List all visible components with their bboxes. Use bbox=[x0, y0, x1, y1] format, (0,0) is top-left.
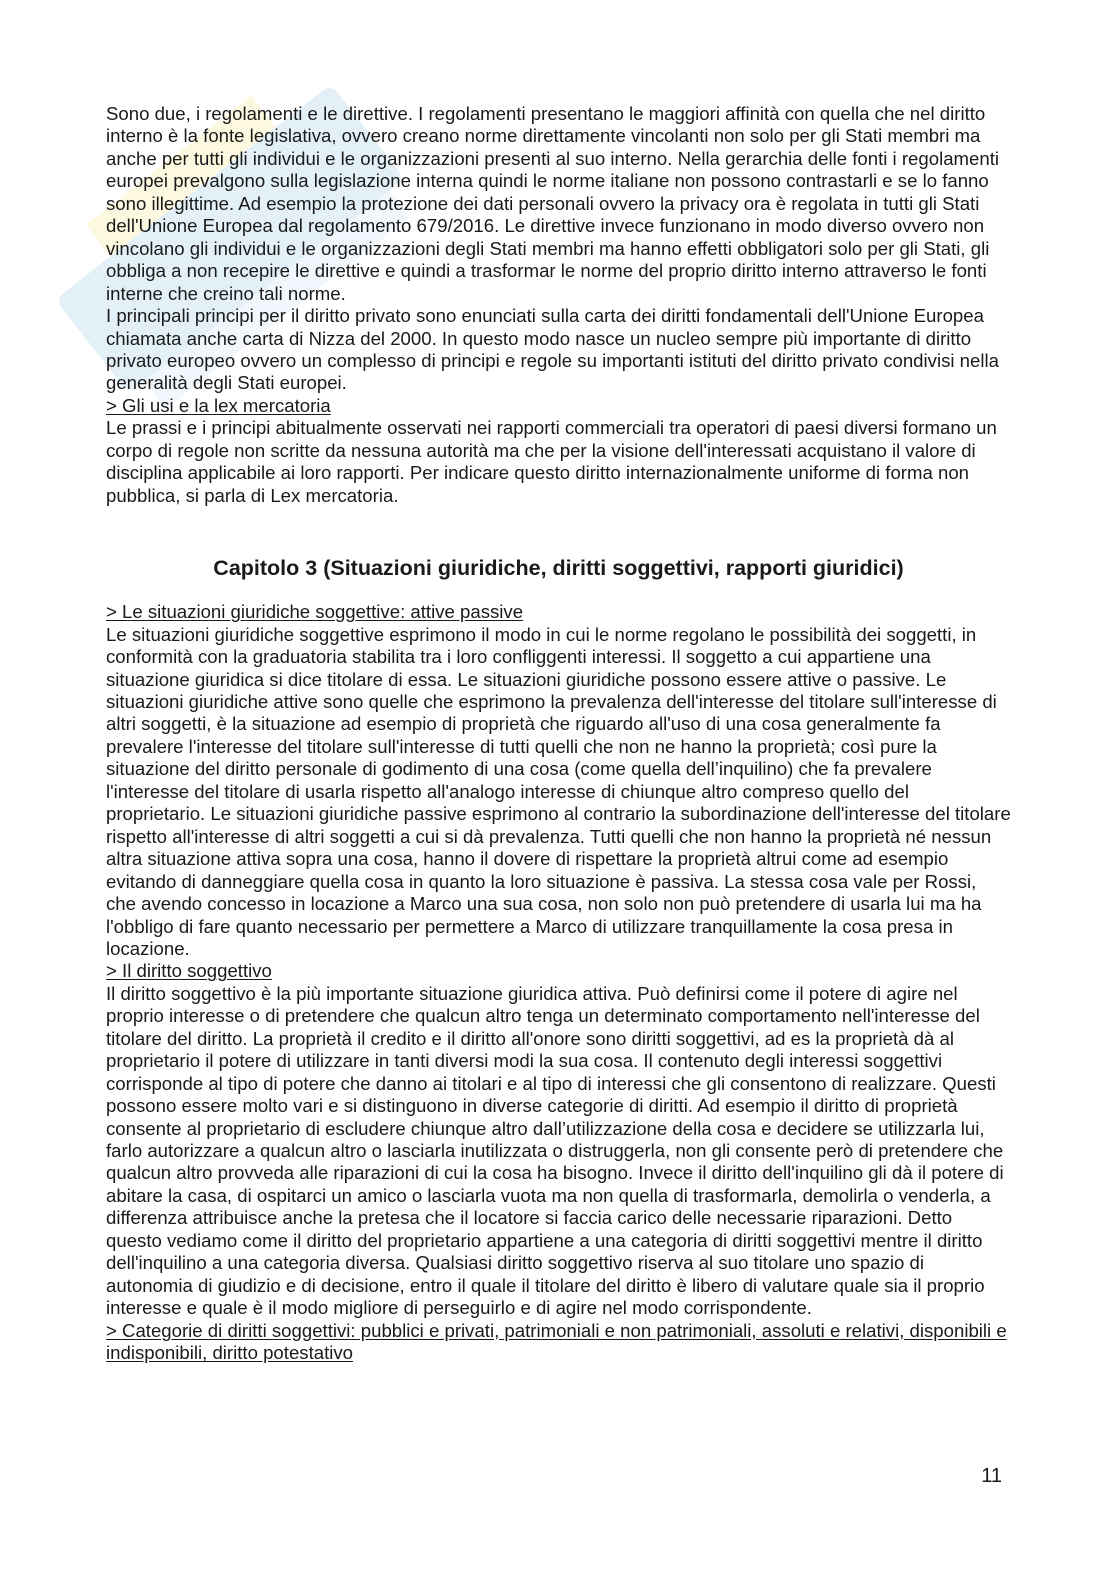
section-heading: > Il diritto soggettivo bbox=[106, 960, 272, 982]
section-heading: > Categorie di diritti soggettivi: pubblici e privati, patrimoniali e non patrimoniali, assoluti e relativi, disponibili e indisponibili, diritto potestativo bbox=[106, 1319, 1007, 1364]
section-heading: > Gli usi e la lex mercatoria bbox=[106, 394, 331, 416]
page-number: 11 bbox=[981, 1465, 1002, 1487]
paragraph: Sono due, i regolamenti e le direttive. I regolamenti presentano le maggiori affinità con quella che nel diritto interno è la fonte legislativa, ovvero creano norme direttamente vincolanti non solo per gli Stati membri ma anche per tutti gli individui e le organizzazioni presenti al suo interno. Nella gerarchia delle fonti i regolamenti europei prevalgono sulla legislazione interna quindi le norme italiane non possono contrastarli e se lo fanno sono illegittime. Ad esempio la protezione dei dati personali ovvero la privacy ora è regolata in tutti gli Stati dell'Unione Europea dal regolamento 679/2016. Le direttive invece funzionano in modo diverso ovvero non vincolano gli individui e le organizzazioni degli Stati membri ma hanno effetti obbligatori solo per gli Stati, gli obbliga a non recepire le direttive e quindi a trasformar le norme del proprio diritto interno attraverso le fonti interne che creino tali norme. bbox=[106, 103, 1000, 304]
paragraph: I principali principi per il diritto privato sono enunciati sulla carta dei diritti fondamentali dell'Unione Europea chiamata anche carta di Nizza del 2000. In questo modo nasce un nucleo sempre più importante di diritto privato europeo ovvero un complesso di principi e regole su importanti istituti del diritto privato condivisi nella generalità degli Stati europei. bbox=[106, 305, 999, 394]
paragraph: Le situazioni giuridiche soggettive esprimono il modo in cui le norme regolano le possibilità dei soggetti, in conformità con la graduatoria stabilita tra i loro confliggenti interessi. Il soggetto a cui appartiene una situazione giuridica si dice titolare di essa. Le situazioni giuridiche possono essere attive o passive. Le situazioni giuridiche attive sono quelle che esprimono la prevalenza dell'interesse del titolare sull'interesse di altri soggetti, è la situazione ad esempio di proprietà che riguardo all'uso di una cosa generalmente fa prevalere l'interesse del titolare sull'interesse di tutti quelli che non ne hanno la proprietà; così pure la situazione del diritto personale di godimento di una cosa (come quella dell’inquilino) che fa prevalere l'interesse del titolare di usarla rispetto all'analogo interesse di chiunque altro compreso quello del proprietario. Le situazioni giuridiche passive esprimono al contrario la subordinazione dell'interesse del titolare rispetto all'interesse di altri soggetti a cui si dà prevalenza. Tutti quelli che non hanno la proprietà né nessun altra situazione attiva sopra una cosa, hanno il dovere di rispettare la proprietà altrui come ad esempio evitando di danneggiare quella cosa in quanto la loro situazione è passiva. La stessa cosa vale per Rossi, che avendo concesso in locazione a Marco una sua cosa, non solo non può pretendere di usarla lui ma ha l'obbligo di fare quanto necessario per permettere a Marco di utilizzare tranquillamente la cosa presa in locazione. bbox=[106, 623, 1011, 959]
section-heading: > Le situazioni giuridiche soggettive: attive passive bbox=[106, 601, 524, 623]
paragraph: Le prassi e i principi abitualmente osservati nei rapporti commerciali tra operatori di paesi diversi formano un corpo di regole non scritte da nessuna autorità ma che per la visione dell'interessati acquistano il valore di disciplina applicabile ai loro rapporti. Per indicare questo diritto internazionalmente uniforme di forma non pubblica, si parla di Lex mercatoria. bbox=[106, 417, 997, 506]
chapter-title: Capitolo 3 (Situazioni giuridiche, diritti soggettivi, rapporti giuridici) bbox=[213, 556, 904, 581]
paragraph: Il diritto soggettivo è la più importante situazione giuridica attiva. Può definirsi come il potere di agire nel proprio interesse o di pretendere che qualcun altro tenga un determinato comportamento nell'interesse del titolare del diritto. La proprietà il credito e il diritto all'onore sono diritti soggettivi, ad es la proprietà dà al proprietario il potere di utilizzare in tanti diversi modi la sua cosa. Il contenuto degli interessi soggettivi corrisponde al tipo di potere che danno ai titolari e al tipo di interessi che gli consentono di realizzare. Questi possono essere molto vari e si distinguono in diverse categorie di diritti. Ad esempio il diritto di proprietà consente al proprietario di escludere chiunque altro dall’utilizzazione della cosa e decidere se utilizzarla lui, farlo autorizzare a qualcun altro o lasciarla inutilizzata o distruggerla, non gli consente però di pretendere che qualcun altro provveda alle riparazioni di cui la cosa ha bisogno. Invece il diritto dell'inquilino gli dà il potere di abitare la casa, di ospitarci un amico o lasciarla vuota ma non quella di trasformarla, demolirla o venderla, a differenza attribuisce anche la pretesa che il locatore si faccia carico delle necessarie riparazioni. Detto questo vediamo come il diritto del proprietario appartiene a una categoria di diritti soggettivi mentre il diritto dell'inquilino a una categoria diversa. Qualsiasi diritto soggettivo riserva al suo titolare uno spazio di autonomia di giudizio e di decisione, entro il quale il titolare del diritto è libero di valutare quale sia il proprio interesse e quale è il modo migliore di perseguirlo e di agire nel modo corrispondente. bbox=[106, 982, 1004, 1319]
page-content bbox=[106, 103, 1011, 1365]
